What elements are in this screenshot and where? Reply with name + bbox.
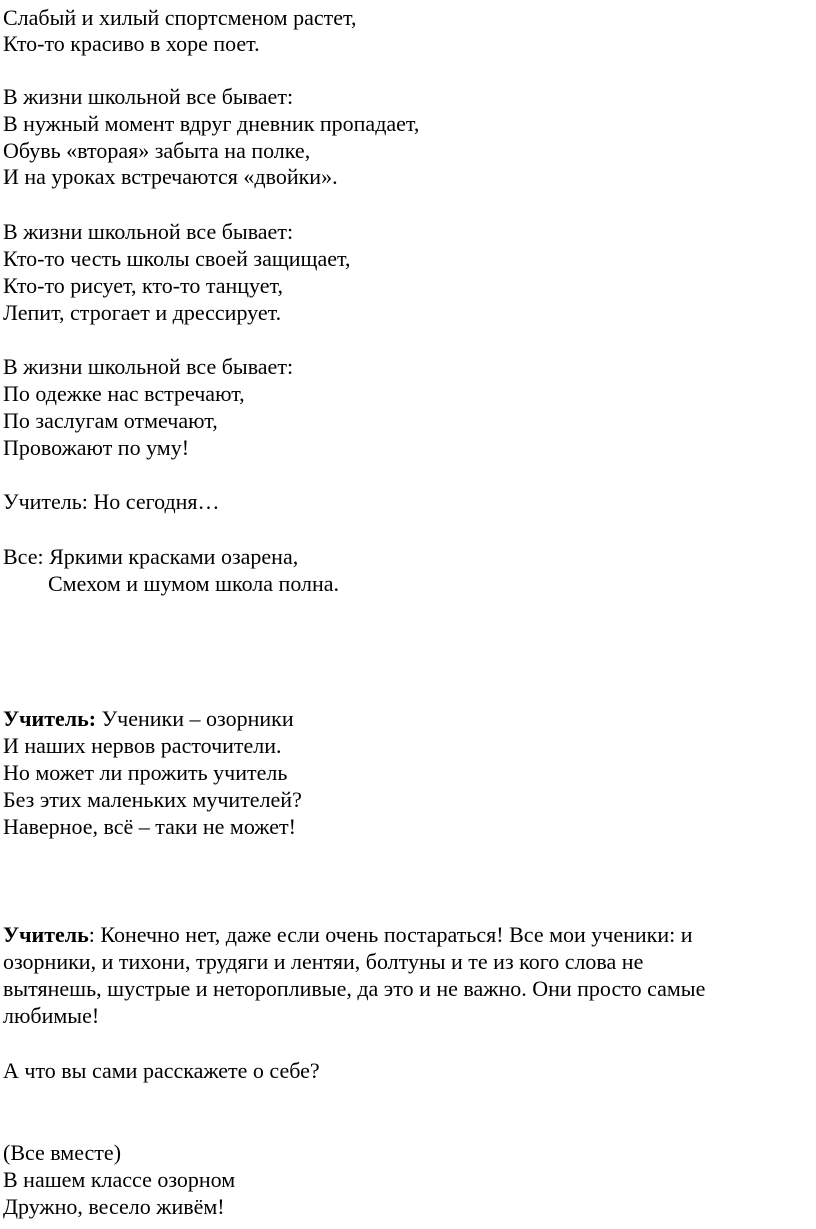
question: А что вы сами расскажете о себе? [3, 1058, 320, 1083]
stanza2-line4: И на уроках встречаются «двойки». [3, 164, 338, 189]
finale-line1: В нашем классе озорном [3, 1167, 236, 1192]
chorus-line2: Смехом и шумом школа полна. [48, 571, 340, 596]
teacher-prose-line1-text: : Конечно нет, даже если очень постараться! Все мои ученики: и [88, 922, 693, 947]
teacher-poem-line1-text: Ученики – озорники [96, 706, 294, 731]
stanza2-line3: Обувь «вторая» забыта на полке, [3, 138, 311, 163]
stage-direction: (Все вместе) [3, 1140, 122, 1165]
stanza2-line1: В жизни школьной все бывает: [3, 84, 294, 109]
stanza1-line2: Кто-то красиво в хоре поет. [3, 31, 260, 56]
teacher-prose-line2: озорники, и тихони, трудяги и лентяи, болтуны и те из кого слова не [3, 949, 644, 974]
stanza4-line1: В жизни школьной все бывает: [3, 354, 294, 379]
teacher-prose-line3: вытянешь, шустрые и неторопливые, да это и не важно. Они просто самые [3, 976, 706, 1001]
teacher-poem-line4: Без этих маленьких мучителей? [3, 787, 302, 812]
stanza4-line3: По заслугам отмечают, [3, 408, 218, 433]
stanza4-line2: По одежке нас встречают, [3, 381, 245, 406]
stanza1-line1: Слабый и хилый спортсменом растет, [3, 5, 357, 30]
speaker-label: Учитель: [3, 706, 97, 731]
stanza3-line4: Лепит, строгает и дрессирует. [3, 300, 282, 325]
stanza4-line4: Провожают по уму! [3, 435, 190, 460]
teacher-poem-line1 [3, 706, 294, 732]
stanza3-line2: Кто-то честь школы своей защищает, [3, 246, 351, 271]
teacher-intro: Учитель: Но сегодня… [3, 489, 220, 514]
teacher-poem-line2: И наших нервов расточители. [3, 733, 282, 758]
speaker-label: Учитель [3, 922, 89, 947]
teacher-prose-line1 [3, 922, 693, 948]
teacher-poem-line3: Но может ли прожить учитель [3, 760, 288, 785]
chorus-line1: Все: Яркими красками озарена, [3, 544, 299, 569]
teacher-prose-line4: любимые! [3, 1003, 100, 1028]
teacher-poem-line5: Наверное, всё – таки не может! [3, 814, 296, 839]
stanza2-line2: В нужный момент вдруг дневник пропадает, [3, 111, 420, 136]
stanza3-line3: Кто-то рисует, кто-то танцует, [3, 273, 283, 298]
stanza3-line1: В жизни школьной все бывает: [3, 219, 294, 244]
finale-line2: Дружно, весело живём! [3, 1194, 225, 1219]
